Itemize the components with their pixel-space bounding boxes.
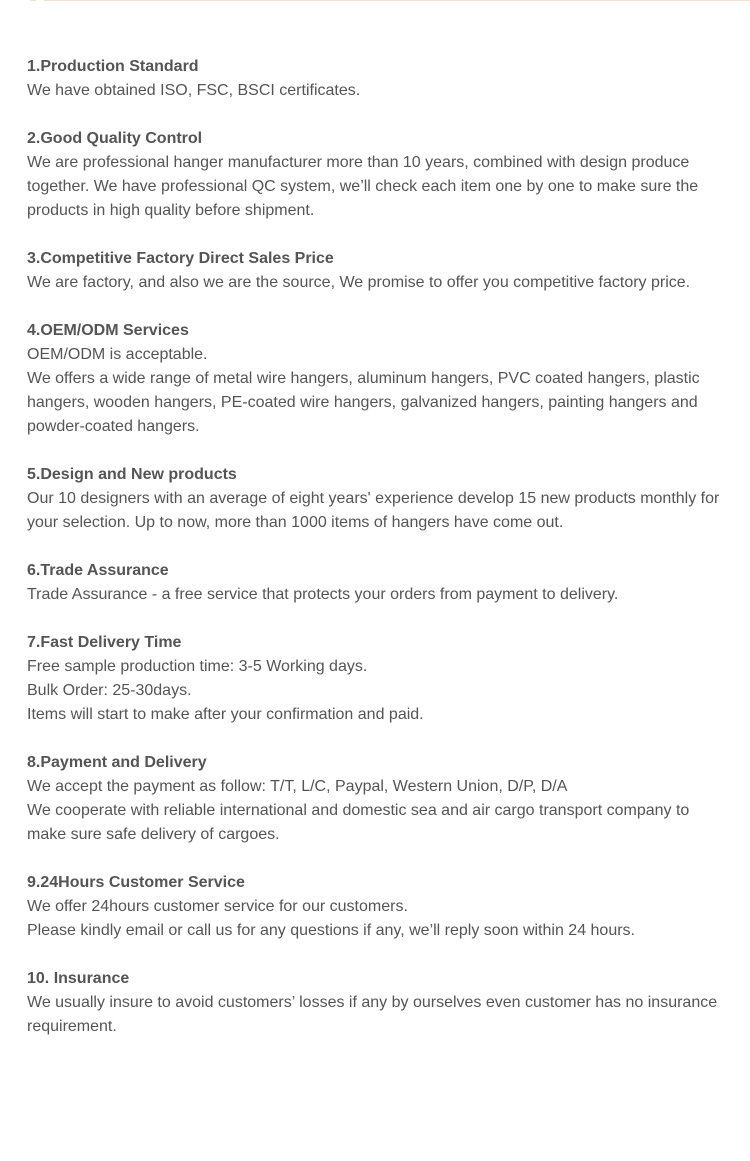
top-divider-dot (30, 0, 36, 1)
section-text: We usually insure to avoid customers’ losses if any by ourselves even customer has no insurance requirement. (27, 994, 718, 1035)
section-text: We offers a wide range of metal wire hangers, aluminum hangers, PVC coated hangers, plastic hangers, wooden hangers, PE-coated wire hangers, galvanized hangers, painting hangers and powder-coated hangers. (27, 370, 700, 435)
top-divider (44, 0, 750, 1)
section-payment-delivery (27, 751, 727, 847)
section-trade-assurance (27, 559, 727, 607)
section-title: 9.24Hours Customer Service (27, 874, 245, 891)
feature-list (27, 55, 727, 1063)
section-text: Items will start to make after your confirmation and paid. (27, 706, 424, 723)
section-customer-service (27, 871, 727, 943)
section-quality-control (27, 127, 727, 223)
section-text: Our 10 designers with an average of eight years' experience develop 15 new products monthly for your selection. Up to now, more than 1000 items of hangers have come out. (27, 490, 720, 531)
section-text: We accept the payment as follow: T/T, L/C, Paypal, Western Union, D/P, D/A (27, 778, 568, 795)
section-title: 4.OEM/ODM Services (27, 322, 189, 339)
section-oem-odm (27, 319, 727, 439)
section-text: OEM/ODM is acceptable. (27, 346, 208, 363)
section-title: 7.Fast Delivery Time (27, 634, 182, 651)
section-title: 1.Production Standard (27, 58, 199, 75)
section-title: 2.Good Quality Control (27, 130, 203, 147)
section-title: 5.Design and New products (27, 466, 237, 483)
section-text: Free sample production time: 3-5 Working days. (27, 658, 368, 675)
section-title: 3.Competitive Factory Direct Sales Price (27, 250, 334, 267)
section-title: 10. Insurance (27, 970, 130, 987)
section-factory-price (27, 247, 727, 295)
section-production-standard (27, 55, 727, 103)
section-title: 8.Payment and Delivery (27, 754, 207, 771)
section-text: We have obtained ISO, FSC, BSCI certificates. (27, 82, 361, 99)
section-text: Please kindly email or call us for any questions if any, we’ll reply soon within 24 hours. (27, 922, 635, 939)
section-text: We cooperate with reliable international and domestic sea and air cargo transport company to make sure safe delivery of cargoes. (27, 802, 690, 843)
section-text: We offer 24hours customer service for our customers. (27, 898, 408, 915)
section-design-new-products (27, 463, 727, 535)
section-text: Bulk Order: 25-30days. (27, 682, 192, 699)
section-insurance (27, 967, 727, 1039)
section-text: Trade Assurance - a free service that protects your orders from payment to delivery. (27, 586, 619, 603)
section-title: 6.Trade Assurance (27, 562, 169, 579)
section-delivery-time (27, 631, 727, 727)
section-text: We are professional hanger manufacturer more than 10 years, combined with design produce together. We have professional QC system, we’ll check each item one by one to make sure the products in high quality before shipment. (27, 154, 699, 219)
section-text: We are factory, and also we are the source, We promise to offer you competitive factory price. (27, 274, 691, 291)
